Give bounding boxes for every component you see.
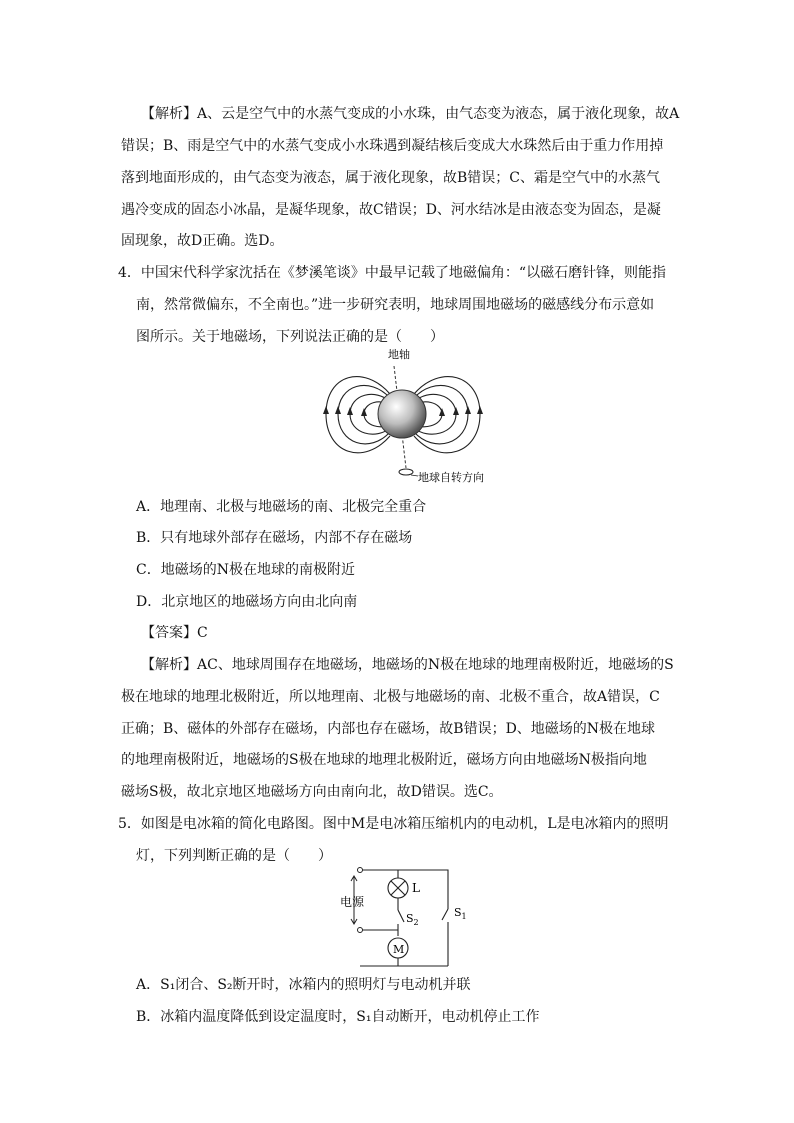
analysis-3-line-4: 遇冷变成的固态小冰晶，是凝华现象，故C错误；D、河水结冰是由液态变为固态，是凝 <box>121 202 661 218</box>
switch-s2-label: $S_2$ <box>406 912 419 927</box>
terminal-bottom-icon <box>358 928 363 933</box>
question-4-stem-line-1: 4．中国宋代科学家沈括在《梦溪笔谈》中最早记载了地磁偏角：“以磁石磨针锋，则能指 <box>118 265 667 281</box>
analysis-3-line-5: 固现象，故D正确。选D。 <box>121 233 284 249</box>
question-5-option-a: A．S₁闭合、S₂断开时，冰箱内的照明灯与电动机并联 <box>136 977 471 993</box>
switch-s1-label: $S_1$ <box>454 906 467 921</box>
question-4-option-a: A．地理南、北极与地磁场的南、北极完全重合 <box>136 499 427 515</box>
question-5-option-b: B．冰箱内温度降低到设定温度时，S₁自动断开，电动机停止工作 <box>136 1009 540 1025</box>
question-4-analysis-line-1: 【解析】AC、地球周围存在地磁场，地磁场的N极在地球的地理南极附近，地磁场的S <box>141 657 674 673</box>
analysis-3-line-2: 错误；B、雨是空气中的水蒸气变成小水珠遇到凝结核后变成大水珠然后由于重力作用掉 <box>121 138 664 154</box>
question-4-analysis-line-2: 极在地球的地理北极附近，所以地理南、北极与地磁场的南、北极不重合，故A错误，C <box>121 689 660 705</box>
question-4-answer: 【答案】C <box>141 625 208 641</box>
earth-magnetic-field-figure <box>318 344 508 486</box>
refrigerator-circuit-figure <box>338 864 467 972</box>
question-5-stem-line-2: 灯，下列判断正确的是（ ） <box>136 848 332 864</box>
rotation-direction-icon <box>399 469 413 475</box>
axis-label: 地轴 <box>388 348 410 361</box>
question-4-analysis-line-4: 的地理南极附近，地磁场的S极在地球的地理北极附近，磁场方向由地磁场N极指向地 <box>121 752 647 768</box>
question-4-analysis-line-5: 磁场S极，故北京地区地磁场方向由南向北，故D错误。选C。 <box>121 784 503 800</box>
earth-globe <box>378 390 426 438</box>
question-4-stem-line-3: 图所示。关于地磁场，下列说法正确的是（ ） <box>136 329 444 345</box>
question-4-stem-line-2: 南，然常微偏东，不全南也。”进一步研究表明，地球周围地磁场的磁感线分布示意如 <box>136 297 655 313</box>
question-5-stem-line-1: 5．如图是电冰箱的简化电路图。图中M是电冰箱压缩机内的电动机，L是电冰箱内的照明 <box>118 816 669 832</box>
motor-label: M <box>393 943 405 956</box>
switch-s1-icon <box>442 909 448 920</box>
lamp-label: L <box>412 881 420 895</box>
terminal-top-icon <box>358 868 363 873</box>
analysis-3-line-3: 落到地面形成的，由气态变为液态，属于液化现象，故B错误；C、霜是空气中的水蒸气 <box>121 170 660 186</box>
rotation-label: 地球自转方向 <box>418 471 484 484</box>
question-4-option-c: C．地磁场的N极在地球的南极附近 <box>136 562 355 578</box>
power-source-label: 电源 <box>340 895 365 909</box>
question-4-option-d: D．北京地区的地磁场方向由北向南 <box>136 594 358 610</box>
switch-s2-icon <box>398 910 404 922</box>
question-4-analysis-line-3: 正确；B、磁体的外部存在磁场，内部也存在磁场，故B错误；D、地磁场的N极在地球 <box>121 721 656 737</box>
question-4-option-b: B．只有地球外部存在磁场，内部不存在磁场 <box>136 530 413 546</box>
analysis-3-line-1: 【解析】A、云是空气中的水蒸气变成的小水珠，由气态变为液态，属于液化现象，故A <box>141 106 680 122</box>
